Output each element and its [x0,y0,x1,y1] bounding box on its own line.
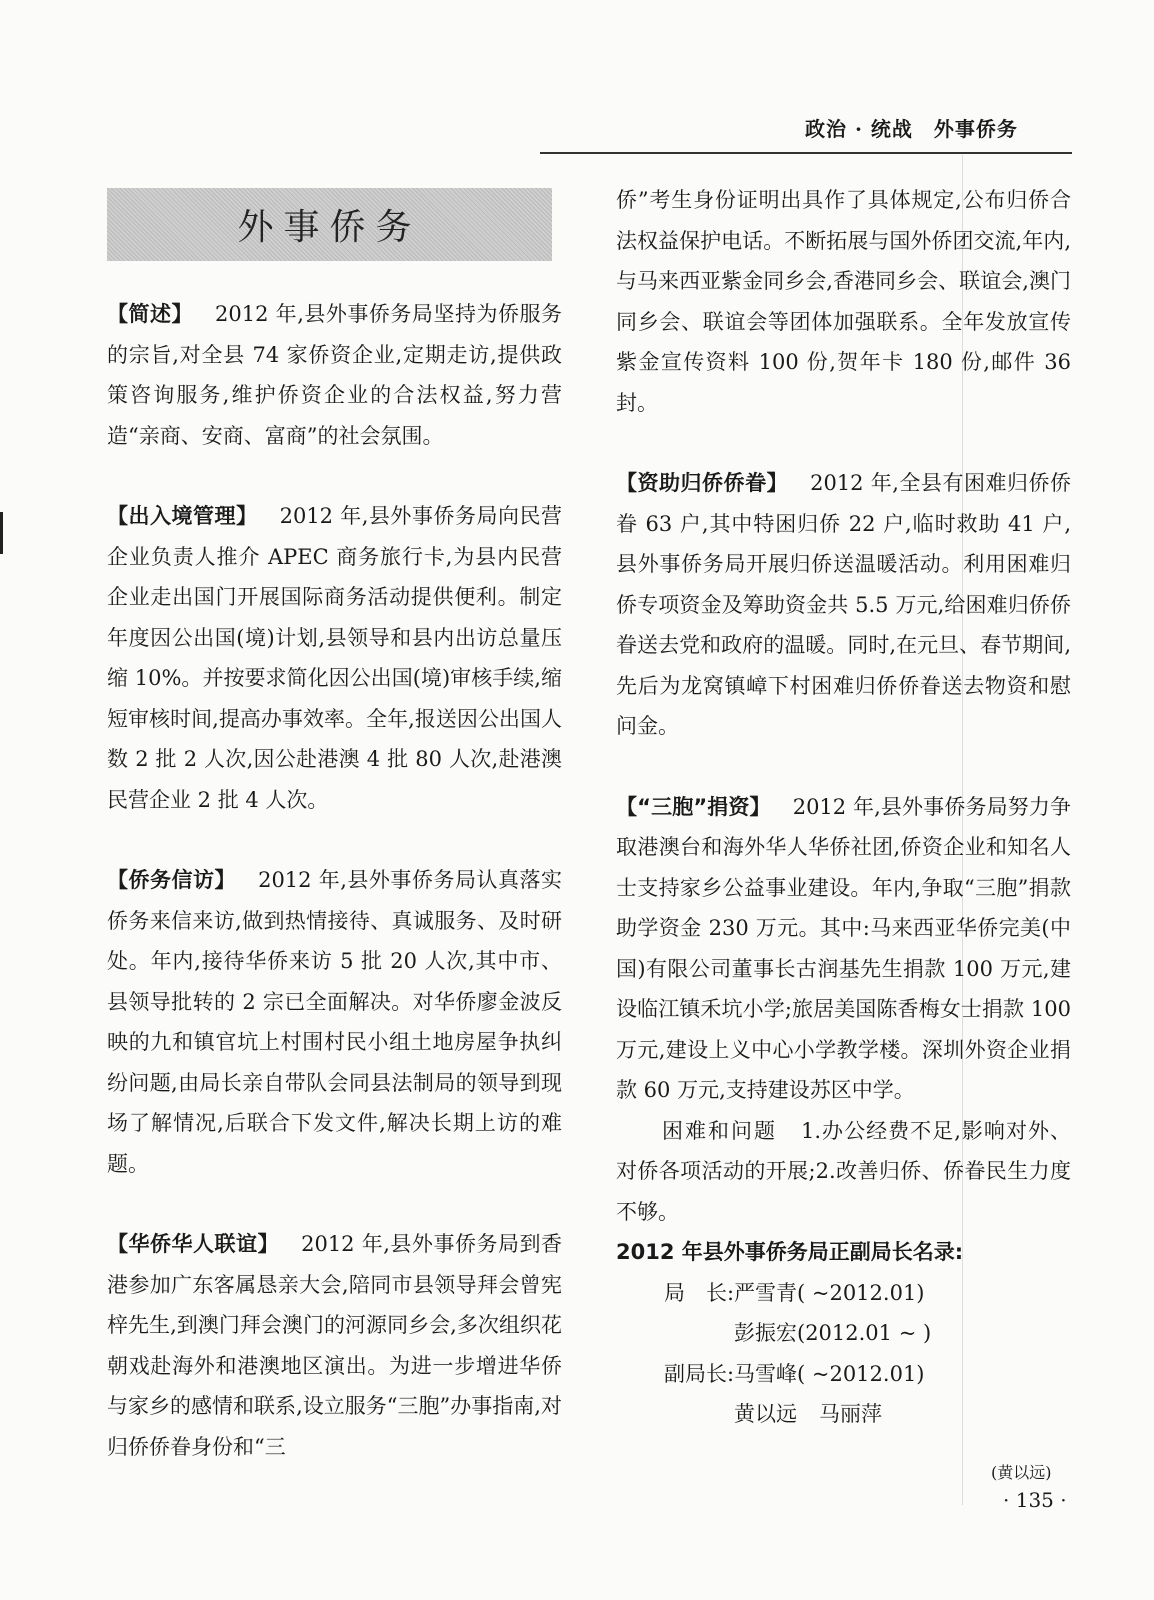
running-header: 政治 · 统战 外事侨务 [805,117,1018,141]
page-title: 外事侨务 [237,207,422,248]
roster-name: 马丽萍 [819,1402,882,1426]
paragraph-aid [616,463,1071,747]
paragraph-text: 2012 年,县外事侨务局到香港参加广东客属恳亲大会,陪同市县领导拜会曾宪梓先生,到澳门拜会澳门的河源同乡会,多次组织花朝戏赴海外和港澳地区演出。为进一步增进华侨与家乡的感情和联系,设立服务“三胞”办事指南,对归侨侨眷身份和“三 [107,1232,562,1459]
roster-deputy-row [616,1394,1071,1435]
section-tag: 【“三胞”捐资】 [616,794,771,819]
roster-deputy-row [616,1354,1071,1395]
roster-name: 黄以远 [734,1402,797,1426]
roster-director-row [616,1273,1071,1314]
paragraph-donations [616,787,1071,1111]
binding-mark [0,512,3,554]
paragraph-exit-entry [107,496,562,820]
paragraph-overview [107,294,562,456]
paragraph-difficulties [616,1111,1071,1233]
director-label: 局 长: [664,1280,735,1305]
paragraph-text: 2012 年,县外事侨务局认真落实侨务来信来访,做到热情接待、真诚服务、及时研处。年内,接待华侨来访 5 批 20 人次,其中市、县领导批转的 2 宗已全面解决。对华侨廖金波反映的九和镇官坑上村围村民小组土地房屋争执纠纷问题,由局长亲自带队会同县法制局的领导到现场了解情况,后联合下发文件,解决长期上访的难题。 [107,868,563,1176]
section-tag: 【华侨华人联谊】 [107,1232,280,1256]
paragraph-text: 2012 年,县外事侨务局努力争取港澳台和海外华人华侨社团,侨资企业和知名人士支持家乡公益事业建设。年内,争取“三胞”捐款助学资金 230 万元。其中:马来西亚华侨完美(中国)有限公司董事长古润基先生捐款 100 万元,建设临江镇禾坑小学;旅居美国陈香梅女士捐款 100 万元,建设上义中心小学教学楼。深圳外资企业捐款 60 万元,支持建设苏区中学。 [616,794,1071,1102]
paragraph-text: 2012 年,县外事侨务局坚持为侨服务的宗旨,对全县 74 家侨资企业,定期走访,提供政策咨询服务,维护侨资企业的合法权益,努力营造“亲商、安商、富商”的社会氛围。 [107,302,562,448]
difficulties-label: 困难和问题 [662,1118,777,1143]
roster-director-row [616,1313,1071,1354]
header-rule [540,152,1072,154]
section-tag: 【资助归侨侨眷】 [616,471,789,495]
roster-name: 严雪青( ~2012.01) [734,1280,925,1305]
right-column [616,180,1071,1435]
left-column [107,294,562,1467]
paragraph-petitions [107,860,562,1184]
section-tag: 【简述】 [107,302,194,326]
section-tag: 【侨务信访】 [107,868,237,892]
paragraph-text: 2012 年,县外事侨务局向民营企业负责人推介 APEC 商务旅行卡,为县内民营企业走出国门开展国际商务活动提供便利。制定年度因公出国(境)计划,县领导和县内出访总量压缩 10%。并按要求简化因公出国(境)审核手续,缩短审核时间,提高办事效率。全年,报送因公出国人数 2 批 2 人次,因公赴港澳 4 批 80 人次,赴港澳民营企业 2 批 4 人次。 [107,504,563,812]
roster-name: 彭振宏(2012.01 ~ ) [734,1321,932,1345]
title-banner [107,188,552,261]
paragraph-text: 2012 年,全县有困难归侨侨眷 63 户,其中特困归侨 22 户,临时救助 41 户,县外事侨务局开展归侨送温暖活动。利用困难归侨专项资金及筹助资金共 5.5 万元,给困难归侨侨眷送去党和政府的温暖。同时,在元旦、春节期间,先后为龙窝镇嶂下村困难归侨侨眷送去物资和慰问金。 [616,471,1071,738]
deputy-label: 副局长: [664,1361,735,1386]
paragraph-continuation: 侨”考生身份证明出具作了具体规定,公布归侨合法权益保护电话。不断拓展与国外侨团交流,年内,与马来西亚紫金同乡会,香港同乡会、联谊会,澳门同乡会、联谊会等团体加强联系。全年发放宣传紫金宣传资料 100 份,贺年卡 180 份,邮件 36 封。 [616,188,1071,415]
section-tag: 【出入境管理】 [107,504,258,528]
page-number: · 135 · [1003,1488,1067,1512]
roster-title: 2012 年县外事侨务局正副局长名录: [616,1240,964,1264]
roster-name: 马雪峰( ~2012.01) [734,1361,925,1386]
author-credit: (黄以远) [991,1463,1052,1482]
difficulties-text: 1.办公经费不足,影响对外、对侨各项活动的开展;2.改善归侨、侨眷民生力度不够。 [616,1118,1071,1224]
paragraph-liaison [107,1224,562,1467]
